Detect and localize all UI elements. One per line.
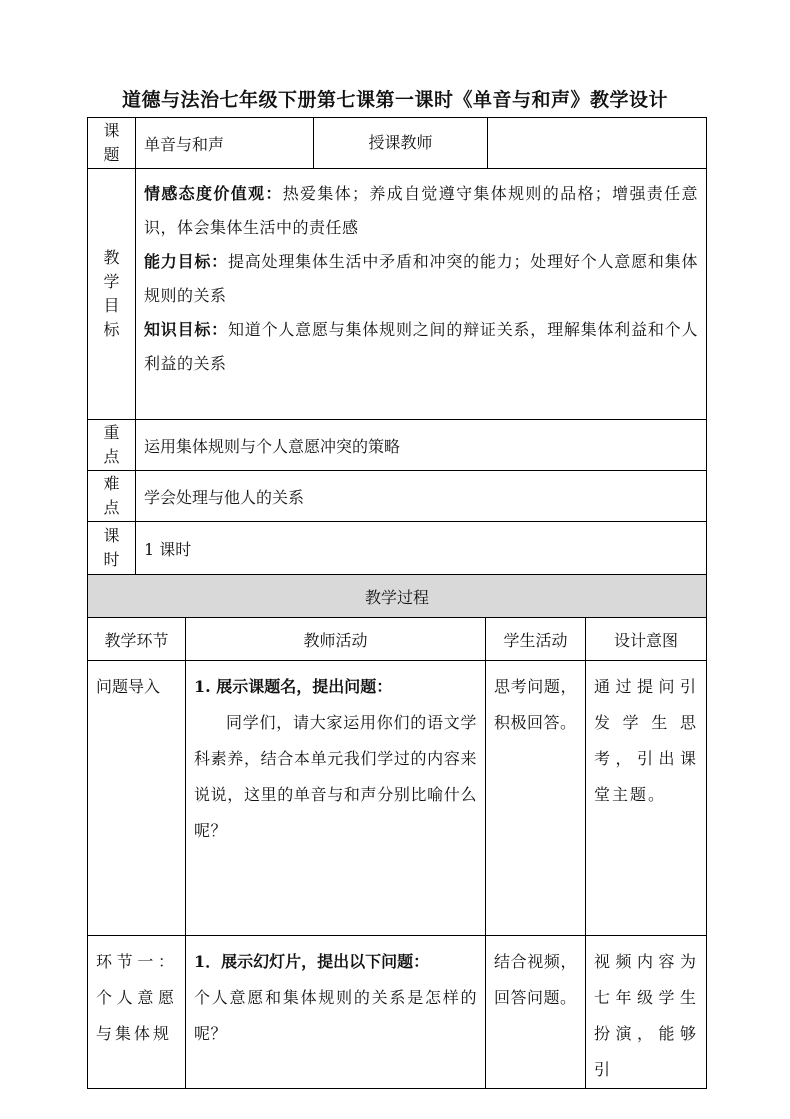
student-activity-cell: 结合视频，回答问题。 bbox=[486, 936, 586, 1089]
hours-value: 1 课时 bbox=[136, 522, 707, 575]
goals-label: 教学目标 bbox=[88, 169, 136, 420]
key-label: 重点 bbox=[88, 420, 136, 471]
process-header-row bbox=[88, 575, 707, 618]
teacher-label: 授课教师 bbox=[314, 118, 488, 169]
teacher-activity-text: 同学们，请大家运用你们的语文学科素养，结合本单元我们学过的内容来说说，这里的单音与和声分别比喻什么呢？ bbox=[194, 713, 477, 840]
difficulty-row bbox=[88, 471, 707, 522]
design-intent-cell: 视频内容为七年级学生扮演，能够引 bbox=[586, 936, 707, 1089]
teacher-activity-heading: 1. 展示课题名，提出问题： bbox=[194, 677, 393, 696]
column-header-row bbox=[88, 618, 707, 661]
col-intent: 设计意图 bbox=[586, 618, 707, 661]
teacher-activity-cell bbox=[186, 661, 486, 936]
goals-row bbox=[88, 169, 707, 420]
hours-row bbox=[88, 522, 707, 575]
teacher-activity-text: 个人意愿和集体规则的关系是怎样的呢？ bbox=[194, 988, 477, 1043]
col-teacher: 教师活动 bbox=[186, 618, 486, 661]
key-value: 运用集体规则与个人意愿冲突的策略 bbox=[136, 420, 707, 471]
goal-emotion: 情感态度价值观：热爱集体；养成自觉遵守集体规则的品格；增强责任意识，体会集体生活中的责任感 bbox=[144, 184, 698, 237]
process-header: 教学过程 bbox=[88, 575, 707, 618]
design-intent-cell: 通过提问引发学生思考，引出课堂主题。 bbox=[586, 661, 707, 936]
difficulty-label: 难点 bbox=[88, 471, 136, 522]
table-row bbox=[88, 661, 707, 936]
topic-row bbox=[88, 118, 707, 169]
document-title: 道德与法治七年级下册第七课第一课时《单音与和声》教学设计 bbox=[121, 89, 668, 111]
goal-ability: 能力目标：提高处理集体生活中矛盾和冲突的能力；处理好个人意愿和集体规则的关系 bbox=[144, 252, 698, 305]
goal-knowledge: 知识目标：知道个人意愿与集体规则之间的辩证关系，理解集体利益和个人利益的关系 bbox=[144, 320, 698, 373]
info-table bbox=[87, 117, 707, 575]
goals-content bbox=[136, 169, 707, 420]
table-row bbox=[88, 936, 707, 1089]
student-activity-cell: 思考问题，积极回答。 bbox=[486, 661, 586, 936]
stage-cell: 环节一：个人意愿与集体规 bbox=[88, 936, 186, 1089]
col-student: 学生活动 bbox=[486, 618, 586, 661]
topic-value: 单音与和声 bbox=[136, 118, 314, 169]
process-table bbox=[87, 574, 707, 1089]
hours-label: 课时 bbox=[88, 522, 136, 575]
col-stage: 教学环节 bbox=[88, 618, 186, 661]
key-row bbox=[88, 420, 707, 471]
stage-cell: 问题导入 bbox=[88, 661, 186, 936]
teacher-activity-heading: 1．展示幻灯片，提出以下问题： bbox=[194, 952, 430, 971]
difficulty-value: 学会处理与他人的关系 bbox=[136, 471, 707, 522]
topic-label: 课题 bbox=[88, 118, 136, 169]
teacher-value bbox=[488, 118, 707, 169]
teacher-activity-cell bbox=[186, 936, 486, 1089]
